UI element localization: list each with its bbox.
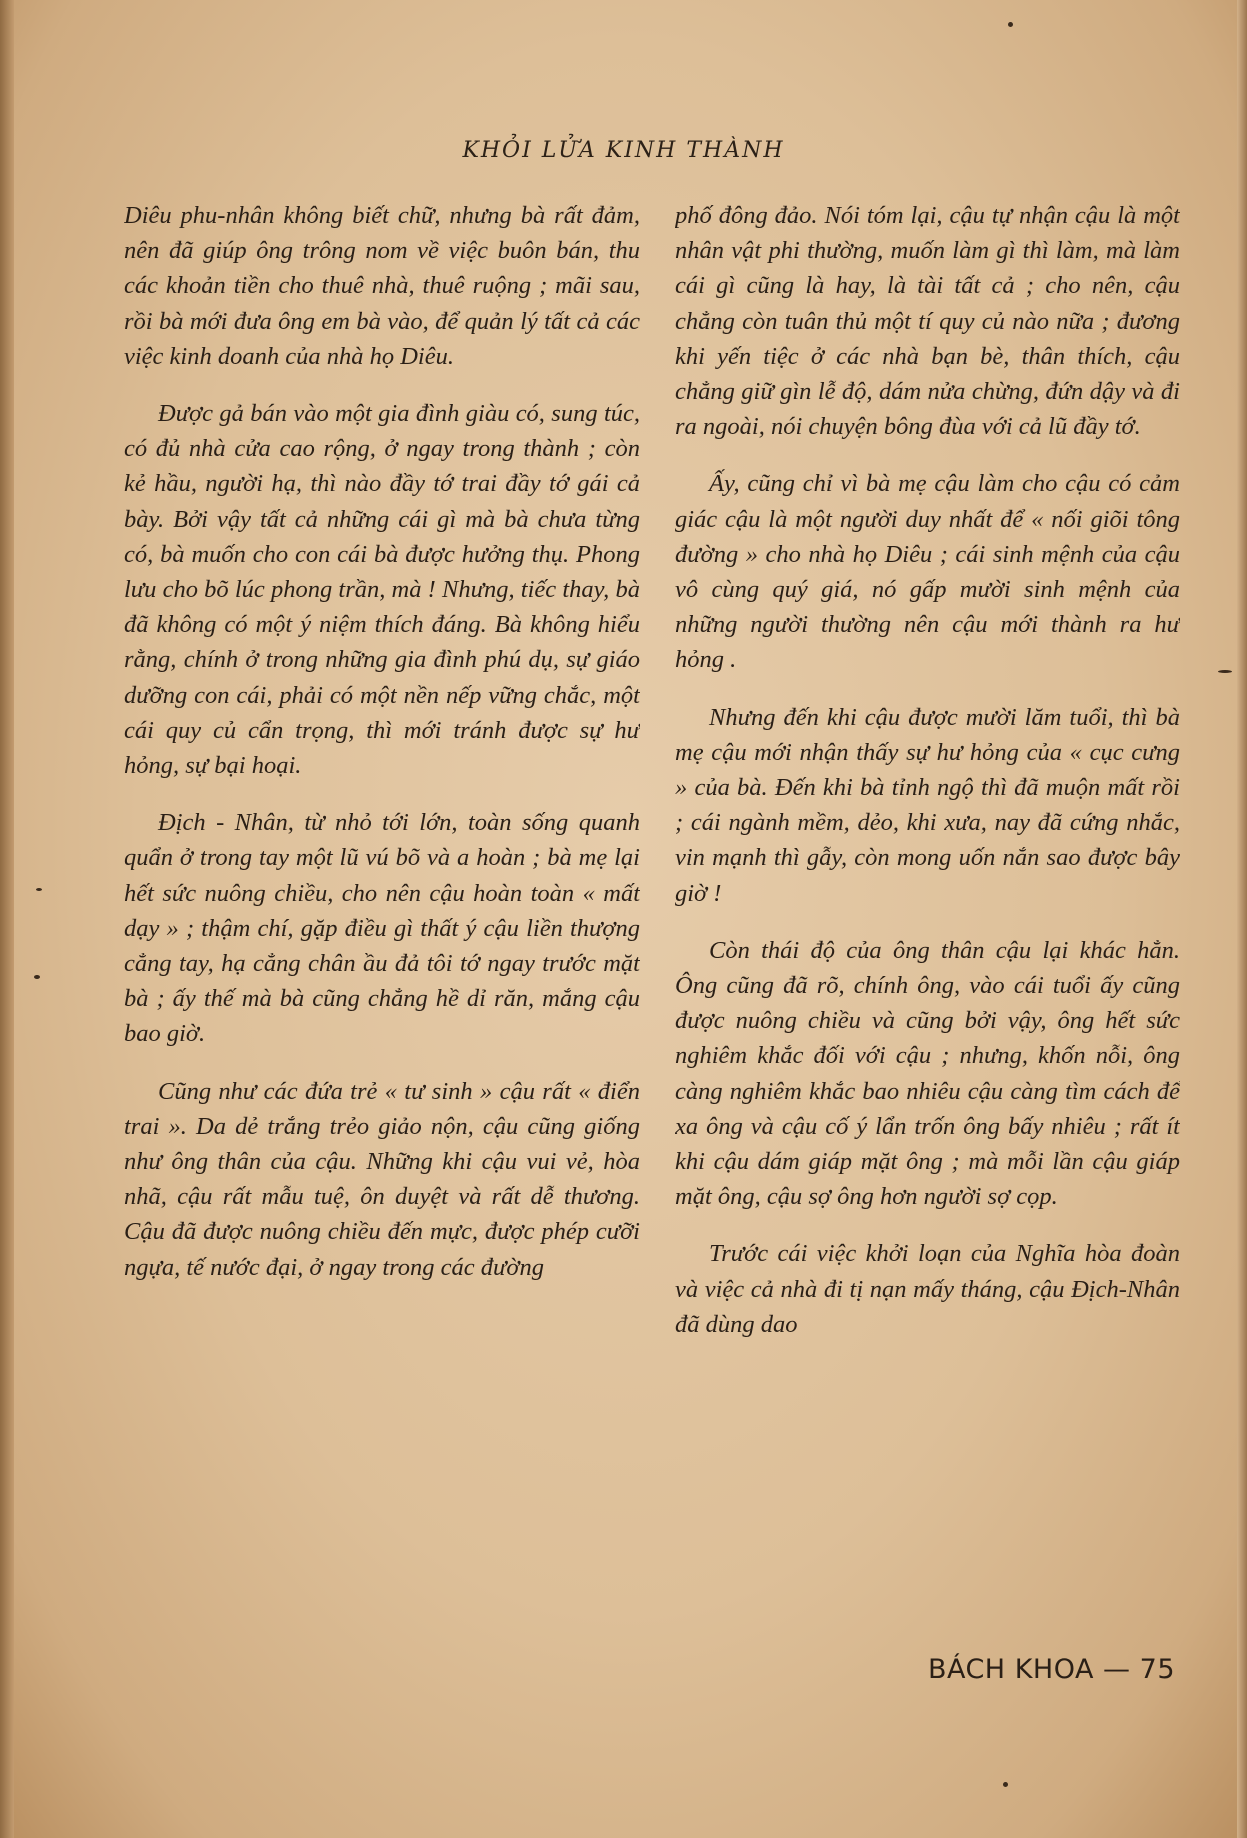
- paragraph: Còn thái độ của ông thân cậu lại khác hẳn. Ông cũng đã rõ, chính ông, vào cái tuổi ấy cũng được nuông chiều và cũng bởi vậy, ông hết sức nghiêm khắc đối với cậu ; nhưng, khốn nỗi, ông càng nghiêm khắc bao nhiêu cậu càng tìm cách để xa ông và cậu cố ý lẩn trốn ông bấy nhiêu ; rất ít khi cậu dám giáp mặt ông ; mà mỗi lần cậu giáp mặt ông, cậu sợ ông hơn người sợ cọp.: [675, 936, 1180, 1211]
- paragraph: Cũng như các đứa trẻ « tư sinh » cậu rất « điển trai ». Da dẻ trắng trẻo giảo nộn, cậu cũng giống như ông thân của cậu. Những khi cậu vui vẻ, hòa nhã, cậu rất mẫu tuệ, ôn duyệt và rất dễ thương. Cậu đã được nuông chiều đến mực, được phép cưỡi ngựa, tế nước đại, ở ngay trong các đường: [124, 1077, 640, 1281]
- paragraph: Địch - Nhân, từ nhỏ tới lớn, toàn sống quanh quẩn ở trong tay một lũ vú bõ và a hoàn ; bà mẹ lại hết sức nuông chiều, cho nên cậu hoàn toàn « mất dạy » ; thậm chí, gặp điều gì thất ý cậu liền thượng cẳng tay, hạ cẳng chân ầu đả tôi tớ ngay trước mặt bà ; ấy thế mà bà cũng chẳng hề dỉ răn, mắng cậu bao giờ.: [124, 809, 640, 1048]
- paragraph: Trước cái việc khởi loạn của Nghĩa hòa đoàn và việc cả nhà đi tị nạn mấy tháng, cậu Địch-Nhân đã dùng dao: [675, 1240, 1180, 1338]
- paragraph: Ấy, cũng chỉ vì bà mẹ cậu làm cho cậu có cảm giác cậu là một người duy nhất để « nối giõi tông đường » cho nhà họ Diêu ; cái sinh mệnh của cậu vô cùng quý giá, nó gấp mười sinh mệnh của những người thường nên cậu mới thành ra hư hỏng .: [675, 470, 1180, 674]
- paper-speck: [1003, 1782, 1008, 1787]
- footer-separator: —: [1103, 1654, 1131, 1685]
- left-text-column: [124, 198, 640, 1638]
- paragraph: phố đông đảo. Nói tóm lại, cậu tự nhận cậu là một nhân vật phi thường, muốn làm gì thì làm, mà làm cái gì cũng là hay, là tài tất cả ; cho nên, cậu chẳng còn tuân thủ một tí quy củ nào nữa ; đương khi yến tiệc ở các nhà bạn bè, thân thích, cậu chẳng giữ gìn lễ độ, dám nửa chừng, đứn dậy và đi ra ngoài, nói chuyện bông đùa với cả lũ đầy tớ.: [675, 202, 1180, 441]
- paper-speck: [36, 888, 42, 891]
- paper-speck: [1218, 670, 1232, 673]
- paragraph: Nhưng đến khi cậu được mười lăm tuổi, thì bà mẹ cậu mới nhận thấy sự hư hỏng của « cục cưng » của bà. Đến khi bà tỉnh ngộ thì đã muộn mất rồi ; cái ngành mềm, dẻo, khi xưa, nay đã cứng nhắc, vin mạnh thì gẫy, còn mong uốn nắn sao được bây giờ !: [675, 703, 1180, 907]
- page-right-edge: [1237, 0, 1247, 1838]
- page-footer: [928, 1654, 1175, 1685]
- page-number: 75: [1139, 1654, 1175, 1685]
- running-header: KHỎI LỬA KINH THÀNH: [462, 138, 785, 163]
- paragraph: Diêu phu-nhân không biết chữ, nhưng bà rất đảm, nên đã giúp ông trông nom về việc buôn bán, thu các khoản tiền cho thuê nhà, thuê ruộng ; mãi sau, rồi bà mới đưa ông em bà vào, để quản lý tất cả các việc kinh doanh của nhà họ Diêu.: [124, 202, 640, 370]
- right-text-column: [675, 198, 1180, 1638]
- paper-speck: [34, 975, 40, 979]
- magazine-name: BÁCH KHOA: [927, 1654, 1094, 1685]
- page-left-edge: [0, 0, 14, 1838]
- paragraph: Được gả bán vào một gia đình giàu có, sung túc, có đủ nhà cửa cao rộng, ở ngay trong thành ; còn kẻ hầu, người hạ, thì nào đầy tớ trai đầy tớ gái cả bày. Bởi vậy tất cả những cái gì mà bà chưa từng có, bà muốn cho con cái bà được hưởng thụ. Phong lưu cho bõ lúc phong trần, mà ! Nhưng, tiếc thay, bà đã không có một ý niệm thích đáng. Bà không hiểu rằng, chính ở trong những gia đình phú dụ, sự giáo dưỡng con cái, phải có một nền nếp vững chắc, một cái quy củ cẩn trọng, thì mới tránh được sự hư hỏng, sự bại hoại.: [124, 400, 640, 780]
- paper-speck: [1008, 22, 1013, 27]
